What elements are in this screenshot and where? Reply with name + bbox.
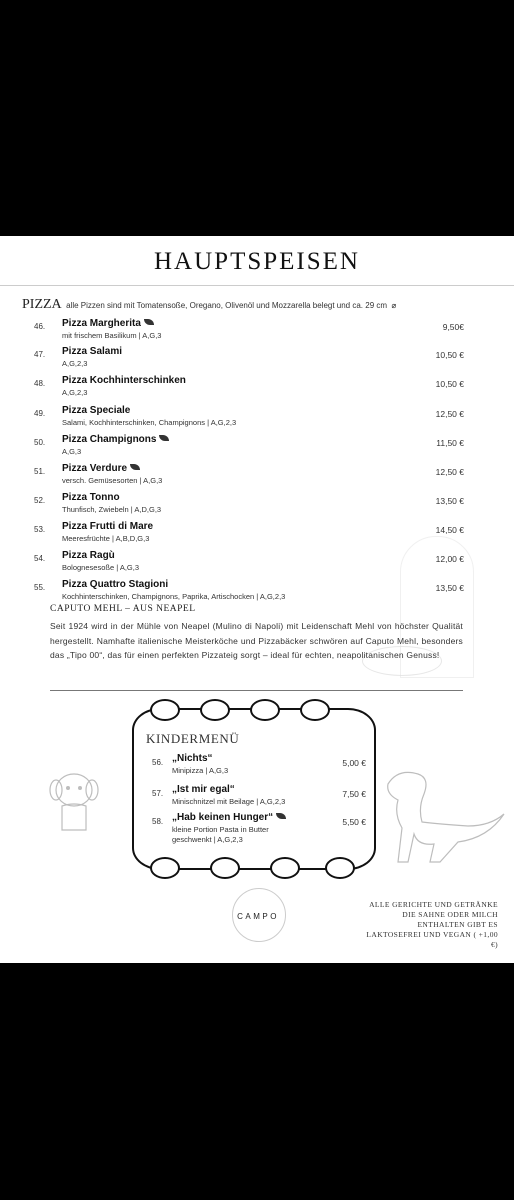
item-name (62, 492, 120, 503)
item-name (172, 753, 213, 764)
item-description: kleine Portion Pasta in Butter geschwenkt | A,G,2,3 (172, 825, 269, 844)
item-name (62, 346, 122, 357)
caputo-text: Seit 1924 wird in der Mühle von Neapel (Mulino di Napoli) mit Leidenschaft Mehl von höchster Qualität hergestellt. Namhafte italienische Meisterköche und Pizzabäcker schwören auf Caputo Mehl, besonders das „Tipo 00“, das für einen perfekten Pizzateig sorgt – ideal für echten, neapolitanischen Genuss! (50, 621, 463, 661)
item-name-text: Pizza Margherita (62, 318, 141, 329)
item-name (62, 434, 169, 445)
item-name-text: Pizza Frutti di Mare (62, 521, 154, 532)
item-price: 11,50 € (436, 438, 464, 448)
cloud-bump (200, 699, 230, 721)
pizza-section-header (22, 295, 492, 313)
item-name-text: Pizza Verdure (62, 463, 128, 474)
pizza-heading: PIZZA (22, 297, 62, 312)
leaf-icon (159, 435, 169, 441)
diameter-icon: ⌀ (391, 301, 397, 310)
item-name (62, 579, 168, 590)
item-name-text: Pizza Kochhinterschinken (62, 375, 186, 386)
item-name (62, 550, 115, 561)
item-price: 7,50 € (342, 789, 366, 799)
item-description: A,G,2,3 (62, 359, 88, 368)
logo-text: CAMPO (237, 912, 279, 921)
item-name (172, 784, 235, 795)
pizza-subtitle: alle Pizzen sind mit Tomatensoße, Oregano, Olivenöl und Mozzarella belegt und ca. 29 cm (66, 301, 388, 310)
cloud-bump (150, 857, 180, 879)
item-price: 13,50 € (435, 583, 464, 593)
item-name-text: Pizza Speciale (62, 405, 131, 416)
item-name-text: „Hab keinen Hunger“ (172, 812, 274, 823)
cloud-bump (325, 857, 355, 879)
item-name-text: Pizza Salami (62, 346, 123, 357)
cloud-bump (250, 699, 280, 721)
item-price: 12,50 € (435, 409, 464, 419)
leaf-icon (144, 319, 154, 325)
menu-page (0, 236, 514, 963)
title-divider (0, 285, 514, 286)
item-description: Kochhinterschinken, Champignons, Paprika, Artischocken | A,G,2,3 (62, 592, 286, 601)
item-number: 50. (34, 438, 46, 447)
item-number: 47. (34, 350, 46, 359)
item-number: 52. (34, 496, 46, 505)
item-description: Thunfisch, Zwiebeln | A,D,G,3 (62, 505, 162, 514)
item-number: 57. (152, 789, 164, 798)
cloud-bump (300, 699, 330, 721)
cloud-bump (210, 857, 240, 879)
item-price: 9,50€ (442, 322, 464, 332)
dairy-note: ALLE GERICHTE UND GETRÄNKE DIE SAHNE ODER MILCH ENTHALTEN GIBT ES LAKTOSEFREI UND VEGAN ( +1,00 €) (366, 900, 498, 949)
item-name (62, 463, 140, 474)
item-price: 5,50 € (342, 817, 366, 827)
item-number: 54. (34, 554, 46, 563)
item-number: 46. (34, 322, 46, 331)
kids-menu-title: KINDERMENÜ (146, 731, 240, 746)
item-name (62, 521, 153, 532)
item-price: 13,50 € (435, 496, 464, 506)
item-name (62, 375, 186, 386)
item-number: 49. (34, 409, 46, 418)
caputo-title: CAPUTO MEHL – AUS NEAPEL (50, 604, 196, 614)
item-description: A,G,3 (62, 447, 82, 456)
item-name-text: Pizza Ragù (62, 550, 115, 561)
item-name (172, 812, 286, 823)
item-number: 51. (34, 467, 46, 476)
item-number: 56. (152, 758, 164, 767)
item-description: Bolognesesoße | A,G,3 (62, 563, 139, 572)
item-number: 48. (34, 379, 46, 388)
item-price: 5,00 € (342, 758, 366, 768)
item-price: 12,50 € (435, 467, 464, 477)
item-price: 14,50 € (435, 525, 464, 535)
campo-logo (226, 888, 290, 944)
item-price: 12,00 € (435, 554, 464, 564)
item-name-text: „Nichts“ (172, 753, 213, 764)
item-name-text: Pizza Quattro Stagioni (62, 579, 169, 590)
dinosaur-illustration (378, 764, 508, 868)
puppy-illustration (40, 766, 108, 836)
item-name-text: Pizza Tonno (62, 492, 120, 503)
item-number: 53. (34, 525, 46, 534)
item-description: mit frischem Basilikum | A,G,3 (62, 331, 162, 340)
item-name-text: Pizza Champignons (62, 434, 157, 445)
leaf-icon (130, 464, 140, 470)
item-name (62, 405, 130, 416)
item-number: 58. (152, 817, 164, 826)
item-description: A,G,2,3 (62, 388, 88, 397)
item-description: versch. Gemüsesorten | A,G,3 (62, 476, 163, 485)
item-description: Salami, Kochhinterschinken, Champignons | A,G,2,3 (62, 418, 237, 427)
leaf-icon (276, 813, 286, 819)
page-title: HAUPTSPEISEN (154, 248, 360, 275)
cloud-bump (270, 857, 300, 879)
item-description: Meeresfrüchte | A,B,D,G,3 (62, 534, 150, 543)
item-description: Minischnitzel mit Beilage | A,G,2,3 (172, 797, 286, 806)
item-price: 10,50 € (435, 379, 464, 389)
item-name (62, 318, 154, 329)
item-price: 10,50 € (435, 350, 464, 360)
item-description: Minipizza | A,G,3 (172, 766, 229, 775)
item-name-text: „Ist mir egal“ (172, 784, 235, 795)
caputo-divider (50, 690, 463, 691)
item-number: 55. (34, 583, 46, 592)
cloud-bump (150, 699, 180, 721)
